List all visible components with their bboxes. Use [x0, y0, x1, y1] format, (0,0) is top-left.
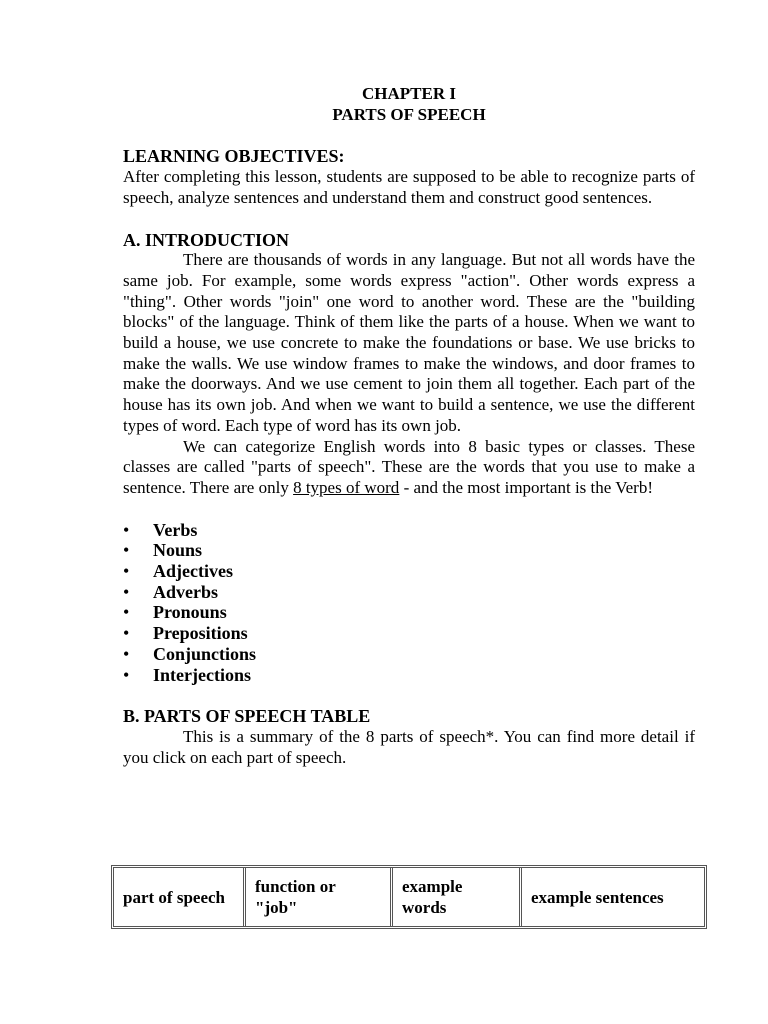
header-function: function or "job"	[246, 868, 393, 926]
table-section-text: This is a summary of the 8 parts of speech*. You can find more detail if you click on each part of speech.	[123, 726, 695, 767]
list-item: • Adjectives	[123, 561, 695, 582]
header-example-sentences: example sentences	[531, 887, 664, 907]
objectives-heading: LEARNING OBJECTIVES:	[123, 146, 345, 167]
table-header-row	[114, 868, 704, 926]
spacer	[123, 499, 695, 520]
chapter-title: PARTS OF SPEECH	[332, 104, 486, 124]
eight-types-link[interactable]: 8 types of word	[293, 477, 400, 497]
parts-of-speech-list	[123, 520, 695, 686]
spacer	[123, 209, 695, 230]
intro-paragraph-2-start: We can categorize English words into 8 basic types or classes. These classes are called "parts of speech". These are the words that you use to make a sentence. There are only	[123, 436, 695, 497]
objectives-text: After completing this lesson, students are supposed to be able to recognize parts of speech, analyze sentences and understand them and construct good sentences.	[123, 167, 695, 207]
list-item: • Nouns	[123, 540, 695, 561]
list-item: • Prepositions	[123, 623, 695, 644]
list-item: • Pronouns	[123, 602, 695, 623]
list-item: • Adverbs	[123, 582, 695, 603]
intro-paragraph-2	[123, 437, 695, 499]
chapter-label: CHAPTER I	[362, 84, 456, 103]
intro-paragraph-1: There are thousands of words in any language. But not all words have the same job. For example, some words express "action". Other words express a "thing". Other words "join" one word to another word. These are the "building blocks" of the language. Think of them like the parts of a house. When we want to build a house, we use concrete to make the foundations or base. We use bricks to make the walls. We use window frames to make the windows, and door frames to make the doorways. And we use cement to join them all together. Each part of the house has its own job. And when we want to build a sentence, we use the different types of word. Each type of word has its own job.	[123, 250, 695, 435]
spacer	[123, 685, 695, 706]
header-example-words: example words	[393, 868, 522, 926]
table-section-heading: B. PARTS OF SPEECH TABLE	[123, 706, 371, 727]
list-item: • Verbs	[123, 520, 695, 541]
document-page	[123, 84, 695, 768]
parts-of-speech-table	[111, 865, 707, 929]
spacer	[123, 125, 695, 146]
intro-heading: A. INTRODUCTION	[123, 229, 290, 250]
list-item: • Interjections	[123, 665, 695, 686]
header-part-of-speech: part of speech	[114, 868, 246, 926]
list-item: • Conjunctions	[123, 644, 695, 665]
intro-paragraph-2-end: - and the most important is the Verb!	[399, 477, 654, 497]
